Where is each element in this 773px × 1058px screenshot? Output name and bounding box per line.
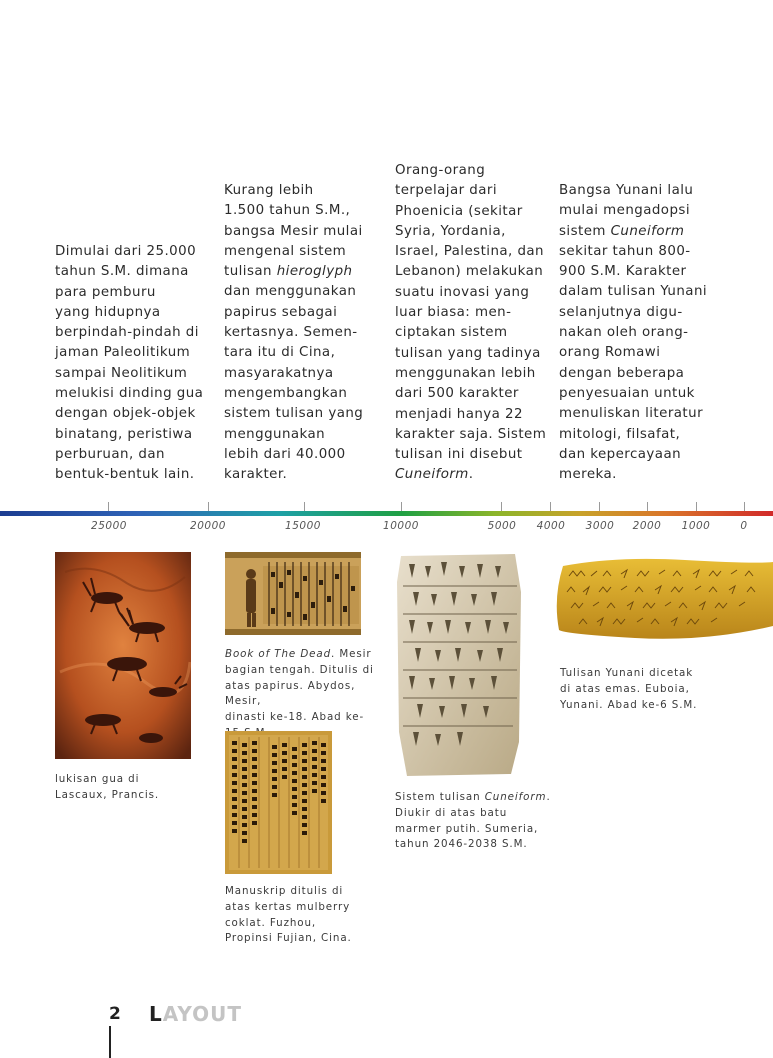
timeline-label: 4000 xyxy=(536,520,566,532)
logo-rest: AYOUT xyxy=(162,1002,242,1026)
timeline-tick xyxy=(696,502,697,511)
magazine-logo xyxy=(149,1002,242,1026)
timeline-bar xyxy=(0,511,773,516)
intro-column-phoenicia xyxy=(395,161,555,486)
timeline-tick xyxy=(304,502,305,511)
greek-caption: Tulisan Yunani dicetak di atas emas. Euboia, Yunani. Abad ke-6 S.M. xyxy=(560,667,698,711)
timeline-tick xyxy=(501,502,502,511)
col4-text-em: Cuneiform xyxy=(610,223,685,239)
timeline-label: 1000 xyxy=(681,520,711,532)
logo-first-letter: L xyxy=(149,1002,163,1026)
cuneiform-caption-b: . Diukir di atas batu marmer putih. Sumeria, tahun 2046-2038 S.M. xyxy=(395,791,551,851)
cave-painting-image xyxy=(55,552,191,759)
cave-painting-caption: lukisan gua di Lascaux, Prancis. xyxy=(55,773,160,801)
chinese-manuscript-image xyxy=(225,731,332,874)
timeline-label: 10000 xyxy=(383,520,419,532)
timeline-tick xyxy=(550,502,551,511)
page-number: 2 xyxy=(109,1004,121,1024)
col4-text-a: Bangsa Yunani lalu mulai mengadopsi sistem xyxy=(559,183,694,239)
manuscript-caption: Manuskrip ditulis di atas kertas mulberry coklat. Fuzhou, Propinsi Fujian, Cina. xyxy=(225,885,352,945)
timeline-label: 2000 xyxy=(632,520,662,532)
timeline-tick xyxy=(599,502,600,511)
greek-gold-inscription-image xyxy=(555,554,773,654)
timeline-tick xyxy=(744,502,745,511)
papyrus-book-of-the-dead-image xyxy=(225,552,361,635)
timeline-label: 3000 xyxy=(585,520,615,532)
cuneiform-caption-em: Cuneiform xyxy=(484,791,547,803)
papyrus-caption-title: Book of The Dead xyxy=(225,648,332,660)
col2-text-em: hieroglyph xyxy=(276,264,353,280)
col4-text-b: sekitar tahun 800- 900 S.M. Karakter dalam tulisan Yunani selanjutnya digu- nakan oleh orang- orang Romawi dengan beberapa penyesuaian untuk menuliskan literatur mitologi, filsafat, dan kepercayaan mereka. xyxy=(559,243,708,483)
cuneiform-caption-a: Sistem tulisan xyxy=(395,791,485,803)
timeline-label: 25000 xyxy=(91,520,127,532)
papyrus-caption-text: . Mesir bagian tengah. Ditulis di atas papirus. Abydos, Mesir, dinasti ke-18. Abad ke- xyxy=(225,648,374,724)
intro-column-greece xyxy=(559,181,719,485)
col3-text-em: Cuneiform xyxy=(395,467,469,483)
timeline-label: 0 xyxy=(740,520,748,532)
timeline-label: 20000 xyxy=(190,520,226,532)
timeline-tick xyxy=(401,502,402,511)
col3-text-a: Orang-orang terpelajar dari Phoenicia (sekitar Syria, Yordania, Israel, Palestina, dan Lebanon) melakukan suatu inovasi yang luar biasa: men- ciptakan sistem tulisan yang tadinya menggunakan lebih dari 500 karakter menjadi hanya 22 karakter saja. Sistem tulisan ini disebut xyxy=(395,163,547,463)
timeline-tick xyxy=(108,502,109,511)
col2-text-b: dan menggunakan papirus sebagai kertasnya. Semen- tara itu di Cina, masyarakatnya mengembangkan sistem tulisan yang menggunakan lebih dari 40.000 karakter. xyxy=(224,284,364,483)
col2-text-a: Kurang lebih 1.500 tahun S.M., bangsa Mesir mulai mengenal sistem tulisan xyxy=(224,183,363,280)
intro-column-egypt-china xyxy=(224,181,374,485)
col3-text-b: . xyxy=(468,467,474,483)
intro-column-cave-paintings: Dimulai dari 25.000 tahun S.M. dimana para pemburu yang hidupnya berpindah-pindah di jaman Paleolitikum sampai Neolitikum melukisi dinding gua dengan objek-objek binatang, peristiwa perburuan, dan bentuk-bentuk lain. xyxy=(55,244,204,483)
cuneiform-stone-image xyxy=(395,552,523,778)
papyrus-caption xyxy=(225,647,385,742)
timeline-label: 15000 xyxy=(285,520,321,532)
cuneiform-caption xyxy=(395,790,555,853)
timeline-label: 5000 xyxy=(487,520,517,532)
footer-rule xyxy=(109,1026,111,1058)
timeline-tick xyxy=(208,502,209,511)
timeline-tick xyxy=(647,502,648,511)
